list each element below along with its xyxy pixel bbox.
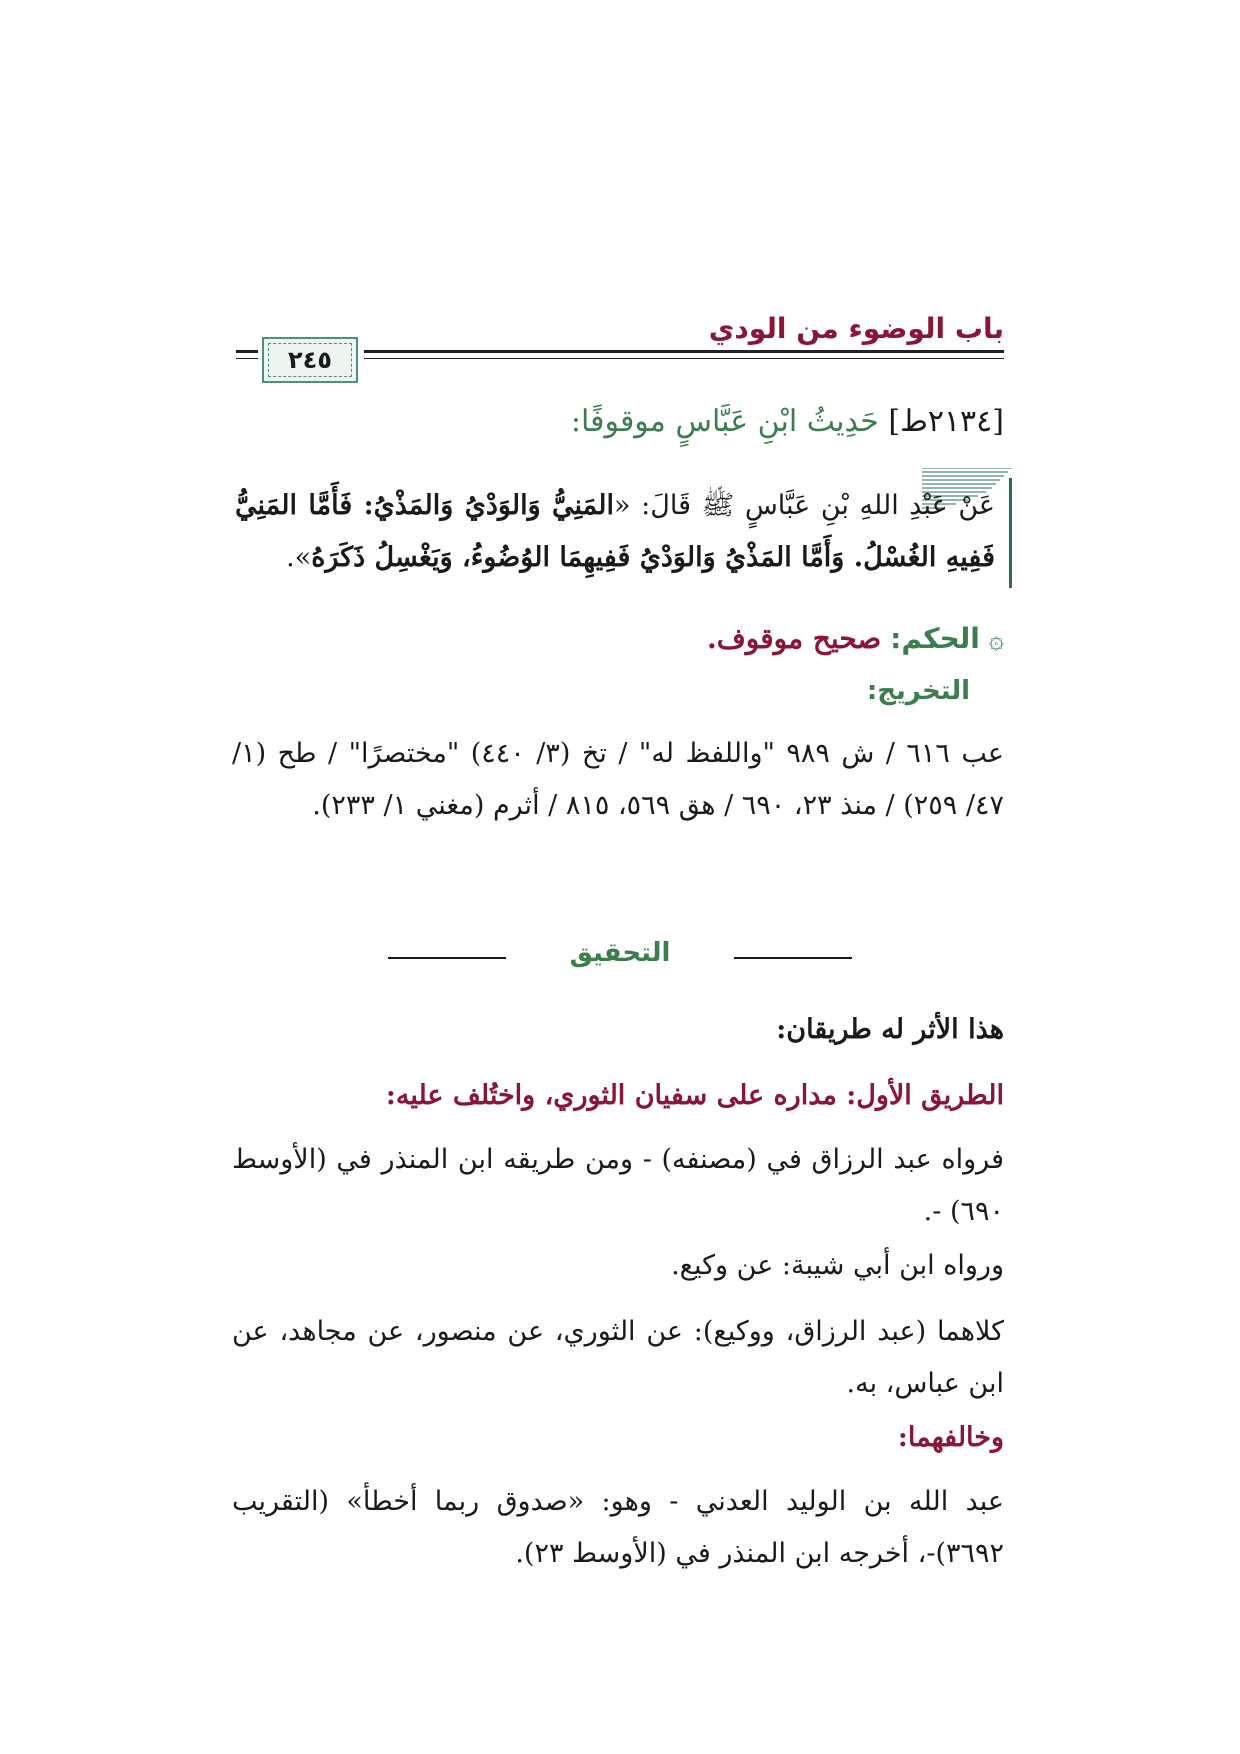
rosette-icon: ۞ — [988, 625, 1004, 655]
paragraph-3: كلاهما (عبد الرزاق، ووكيع): عن الثوري، عن منصور، عن مجاهد، عن ابن عباس، به. — [232, 1316, 1004, 1399]
paragraph-2: ورواه ابن أبي شيبة: عن وكيع. — [671, 1250, 1004, 1281]
header-rule-left-thin — [236, 358, 258, 359]
hadith-intro: عَنْ عَبْدِ اللهِ بْنِ عَبَّاسٍ ﷺ قَالَ: « — [614, 490, 996, 521]
takhrij-sources: عب ٦١٦ / ش ٩٨٩ "واللفظ له" / تخ (٣/ ٤٤٠) "مختصرًا" / طح (١/ ٤٧/ ٢٥٩) / منذ ٢٣، ٦٩٠ / هق ٥٦٩، ٨١٥ / أثرم (مغني ١/ ٢٣٣). — [232, 738, 1004, 821]
chapter-title: باب الوضوء من الودي — [708, 312, 1004, 345]
paragraph-1: فرواه عبد الرزاق في (مصنفه) - ومن طريقه ابن المنذر في (الأوسط ٦٩٠) -. — [232, 1144, 1004, 1227]
takhrij-text — [232, 728, 1004, 832]
ruling — [244, 622, 1004, 655]
hadith-text — [235, 480, 995, 584]
hadith-heading — [244, 404, 1004, 439]
hadith-box — [235, 478, 1012, 588]
ruling-value: صحيح موقوف. — [707, 622, 882, 655]
header-rule-left — [236, 350, 258, 353]
header-rule-right — [364, 350, 1004, 353]
tahqiq-intro: هذا الأثر له طريقان: — [776, 1014, 1004, 1045]
dissent-title: وخالفهما: — [897, 1422, 1004, 1453]
section-divider — [388, 938, 852, 978]
takhrij-heading: التخريج: — [866, 676, 970, 706]
hadith-outro: ». — [286, 542, 312, 573]
header-rule-right-thin — [364, 358, 1004, 359]
tahqiq-heading: التحقيق — [506, 938, 735, 968]
path1-title: الطريق الأول: مداره على سفيان الثوري، واختُلف عليه: — [385, 1080, 1004, 1111]
paragraph-4: عبد الله بن الوليد العدني - وهو: «صدوق ربما أخطأ» (التقريب ٣٦٩٢)-، أخرجه ابن المنذر في (الأوسط ٢٣). — [232, 1486, 1004, 1569]
page-number: ٢٤٥ — [288, 346, 332, 374]
hadith-matn: المَنِيُّ وَالوَدْيُ وَالمَذْيُ: فَأَمَّا المَنِيُّ فَفِيهِ الغُسْلُ. وَأَمَّا المَذْيُ وَالوَدْيُ فَفِيهِمَا الوُضُوءُ، وَيَغْسِلُ ذَكَرَهُ — [235, 490, 995, 573]
hadith-number: [٢١٣٤ط] — [888, 404, 1004, 439]
page-number-badge — [262, 337, 358, 383]
hadith-title: حَدِيثُ ابْنِ عَبَّاسٍ موقوفًا: — [570, 404, 879, 439]
ruling-label: الحكم: — [890, 622, 980, 655]
